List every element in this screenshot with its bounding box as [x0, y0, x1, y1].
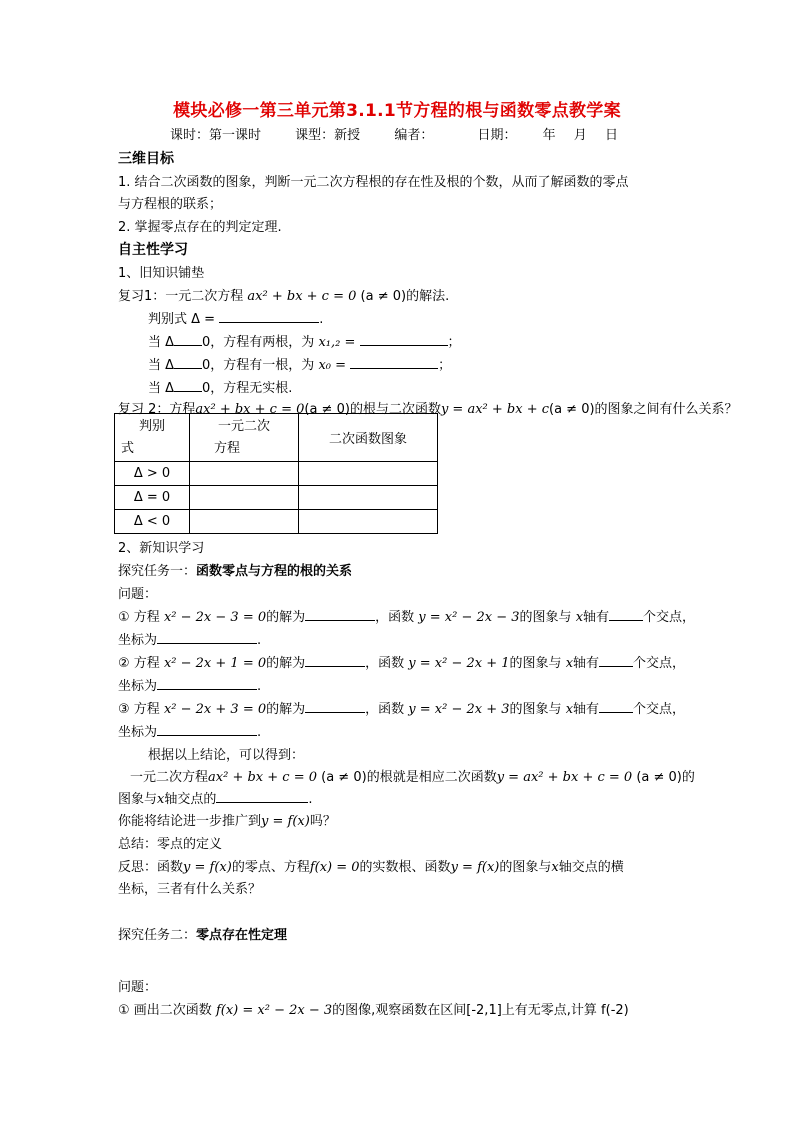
period: . [308, 792, 313, 807]
conclusion-text-d: 图象与 [118, 792, 158, 807]
header-equation [190, 414, 299, 462]
q1-text-a: 方程 [133, 610, 160, 625]
q1-x: x [575, 610, 584, 625]
question-4 [118, 999, 629, 1018]
coord-label: 坐标为 [118, 725, 158, 740]
q2-solution-blank[interactable] [305, 653, 365, 667]
conclusion-condition-2: (a ≠ 0) [636, 770, 682, 785]
q2-equation: x² − 2x + 1 = 0 [163, 656, 267, 671]
q4-text-a: 画出二次函数 [133, 1003, 212, 1018]
q2-x: x [565, 656, 574, 671]
review2-equation: ax² + bx + c = 0 [195, 402, 305, 417]
period: . [257, 725, 262, 740]
q1-text-f: 个交点， [643, 610, 696, 625]
meta-year: 年 [542, 128, 556, 143]
q2-number: ② [118, 656, 130, 671]
q1-solution-blank[interactable] [305, 607, 375, 621]
cell-graph-2[interactable] [299, 486, 438, 510]
cell-graph-3[interactable] [299, 510, 438, 534]
q3-equation: x² − 2x + 3 = 0 [163, 702, 267, 717]
conclusion-text-b: 的根就是相应二次函数 [366, 770, 497, 785]
conclusion-line [130, 766, 695, 785]
meta-month: 月 [573, 128, 587, 143]
old-knowledge-heading: 1、旧知识铺垫 [118, 266, 205, 281]
conclusion-equation: ax² + bx + c = 0 [208, 770, 317, 785]
cell-graph-1[interactable] [299, 462, 438, 486]
discriminant-line [148, 308, 323, 327]
row-delta-zero: Δ = 0 [115, 486, 190, 510]
case1-text: 0，方程有两根，为 [202, 335, 315, 350]
review2-condition-2: (a ≠ 0) [549, 402, 595, 417]
lesson-meta [170, 124, 632, 143]
summary-line: 总结：零点的定义 [118, 837, 223, 852]
question-1-coords [118, 629, 261, 648]
goal-item-1: 1. 结合二次函数的图象，判断一元二次方程根的存在性及根的个数，从而了解函数的零点 [118, 175, 629, 190]
q1-coord-blank[interactable] [157, 630, 257, 644]
cell-equation-1[interactable] [190, 462, 299, 486]
q3-text-a: 方程 [133, 702, 160, 717]
meta-type: 课型：新授 [295, 128, 361, 143]
header-equation-line1: 一元二次 [217, 418, 270, 434]
q1-text-e: 轴有 [583, 610, 610, 625]
review1-condition: (a ≠ 0) [360, 289, 407, 304]
extend-function: y = f(x) [261, 814, 310, 829]
extend-question [118, 810, 336, 829]
review1-equation: ax² + bx + c = 0 [247, 289, 357, 304]
header-discriminant-line1: 判别 [138, 418, 165, 434]
q1-number: ① [118, 610, 130, 625]
period: . [257, 679, 262, 694]
review2-mid: 的根与二次函数 [349, 402, 441, 417]
case1-blank[interactable] [174, 332, 202, 346]
question-3-coords [118, 721, 261, 740]
review1-suffix: 的解法. [406, 289, 450, 304]
q1-text-b: 的解为 [266, 610, 306, 625]
conclusion-x: x [157, 792, 165, 807]
q2-text-a: 方程 [133, 656, 160, 671]
case1-var: x₁,₂ = [318, 335, 356, 350]
conclusion-intro: 根据以上结论，可以得到： [148, 748, 305, 763]
cell-equation-2[interactable] [190, 486, 299, 510]
reflect-text-b: 的零点、方程 [231, 860, 310, 875]
q1-function: y = x² − 2x − 3 [418, 610, 520, 625]
new-knowledge-heading: 2、新知识学习 [118, 541, 205, 556]
review1-prefix: 复习1：一元二次方程 [118, 289, 244, 304]
table-row [115, 462, 438, 486]
q3-number: ③ [118, 702, 130, 717]
q3-text-c: ，函数 [365, 702, 405, 717]
reflection-line-2: 坐标，三者有什么关系？ [118, 882, 262, 897]
q2-count-blank[interactable] [599, 653, 633, 667]
question-2-coords [118, 675, 261, 694]
reflect-function-2: f(x) = 0 [309, 860, 360, 875]
review2-suffix: 的图象之间有什么关系？ [594, 402, 738, 417]
case-one-root [148, 354, 451, 373]
semicolon: ； [438, 358, 452, 373]
relation-table [114, 413, 438, 534]
page-title: 模块必修一第三单元第3.1.1节方程的根与函数零点教学案 [173, 101, 621, 121]
case2-root-blank[interactable] [350, 355, 438, 369]
q3-function: y = x² − 2x + 3 [408, 702, 510, 717]
reflect-text-d: 的图象与 [499, 860, 552, 875]
goal-item-1-cont: 与方程根的联系； [118, 197, 223, 212]
conclusion-line-2 [118, 788, 313, 807]
reflect-x: x [551, 860, 559, 875]
case1-delta: 当 Δ [148, 335, 175, 350]
q1-equation: x² − 2x − 3 = 0 [163, 610, 267, 625]
meta-editor: 编者： [394, 128, 434, 143]
task2-prefix: 探究任务二： [118, 928, 197, 943]
q2-function: y = x² − 2x + 1 [408, 656, 510, 671]
discriminant-label: 判别式 Δ = [148, 312, 216, 327]
q3-x: x [565, 702, 574, 717]
q3-text-b: 的解为 [266, 702, 306, 717]
header-equation-line2: 方程 [214, 440, 241, 456]
row-delta-positive: Δ > 0 [115, 462, 190, 486]
case2-delta: 当 Δ [148, 358, 175, 373]
conclusion-text-c: 的 [681, 770, 695, 785]
task1-prefix: 探究任务一： [118, 564, 197, 579]
coord-label: 坐标为 [118, 633, 158, 648]
q1-count-blank[interactable] [609, 607, 643, 621]
case-no-root [148, 377, 292, 396]
task-2-heading [118, 924, 287, 943]
q1-text-d: 的图象与 [519, 610, 572, 625]
case3-blank[interactable] [174, 378, 202, 392]
review2-condition: (a ≠ 0) [304, 402, 350, 417]
reflect-function-3: y = f(x) [450, 860, 500, 875]
conclusion-function: y = ax² + bx + c = 0 [496, 770, 633, 785]
reflect-function-1: y = f(x) [183, 860, 232, 875]
period: . [319, 312, 324, 327]
meta-lesson: 课时：第一课时 [170, 128, 262, 143]
goals-heading: 三维目标 [118, 151, 174, 167]
q2-coord-blank[interactable] [157, 676, 257, 690]
q2-text-c: ，函数 [365, 656, 405, 671]
header-graph: 二次函数图象 [299, 414, 438, 462]
discriminant-blank[interactable] [219, 309, 319, 323]
conclusion-text-e: 轴交点的 [164, 792, 217, 807]
conclusion-text-a: 一元二次方程 [130, 770, 209, 785]
reflect-text-c: 的实数根、函数 [359, 860, 451, 875]
question-2 [118, 652, 685, 671]
question-3 [118, 698, 685, 717]
q3-count-blank[interactable] [599, 699, 633, 713]
conclusion-blank[interactable] [216, 789, 308, 803]
reflection-line [118, 856, 624, 875]
case-two-roots [148, 331, 461, 350]
meta-day: 日 [604, 128, 618, 143]
review2-prefix: 复习 2：方程 [118, 402, 196, 417]
coord-label: 坐标为 [118, 679, 158, 694]
case3-text: 0，方程无实根. [202, 381, 293, 396]
review-1 [118, 285, 449, 304]
q2-text-e: 轴有 [573, 656, 600, 671]
extend-text-b: 吗？ [309, 814, 336, 829]
q2-text-f: 个交点， [633, 656, 686, 671]
goal-item-2: 2. 掌握零点存在的判定定理. [118, 220, 282, 235]
task2-title: 零点存在性定理 [196, 928, 288, 943]
case2-var: x₀ = [318, 358, 347, 373]
task-1-heading [118, 560, 352, 579]
question-label: 问题： [118, 587, 158, 602]
row-delta-negative: Δ < 0 [115, 510, 190, 534]
extend-text-a: 你能将结论进一步推广到 [118, 814, 262, 829]
table-row [115, 510, 438, 534]
q2-text-b: 的解为 [266, 656, 306, 671]
q3-solution-blank[interactable] [305, 699, 365, 713]
review2-function: y = ax² + bx + c [440, 402, 549, 417]
question-label-2: 问题： [118, 980, 158, 995]
period: . [257, 633, 262, 648]
conclusion-condition: (a ≠ 0) [321, 770, 367, 785]
task1-title: 函数零点与方程的根的关系 [196, 564, 353, 579]
q4-number: ① [118, 1003, 130, 1018]
q3-text-e: 轴有 [573, 702, 600, 717]
table-header-row [115, 414, 438, 462]
header-discriminant-line2: 式 [121, 440, 135, 456]
semicolon: ； [447, 335, 461, 350]
reflect-text-e: 轴交点的横 [558, 860, 624, 875]
case1-root-blank[interactable] [360, 332, 448, 346]
meta-date: 日期： [477, 128, 517, 143]
q1-text-c: ，函数 [375, 610, 415, 625]
q3-text-f: 个交点， [633, 702, 686, 717]
case3-delta: 当 Δ [148, 381, 175, 396]
header-discriminant [115, 414, 190, 462]
case2-blank[interactable] [174, 355, 202, 369]
q3-coord-blank[interactable] [157, 722, 257, 736]
q4-text-b: 的图像,观察函数在区间[-2,1]上有无零点,计算 f(-2) [332, 1003, 629, 1018]
question-1 [118, 606, 695, 625]
case2-text: 0，方程有一根，为 [202, 358, 315, 373]
reflect-text-a: 反思：函数 [118, 860, 184, 875]
q2-text-d: 的图象与 [509, 656, 562, 671]
self-study-heading: 自主性学习 [118, 242, 188, 258]
cell-equation-3[interactable] [190, 510, 299, 534]
table-row [115, 486, 438, 510]
q4-function: f(x) = x² − 2x − 3 [215, 1003, 333, 1018]
q3-text-d: 的图象与 [509, 702, 562, 717]
